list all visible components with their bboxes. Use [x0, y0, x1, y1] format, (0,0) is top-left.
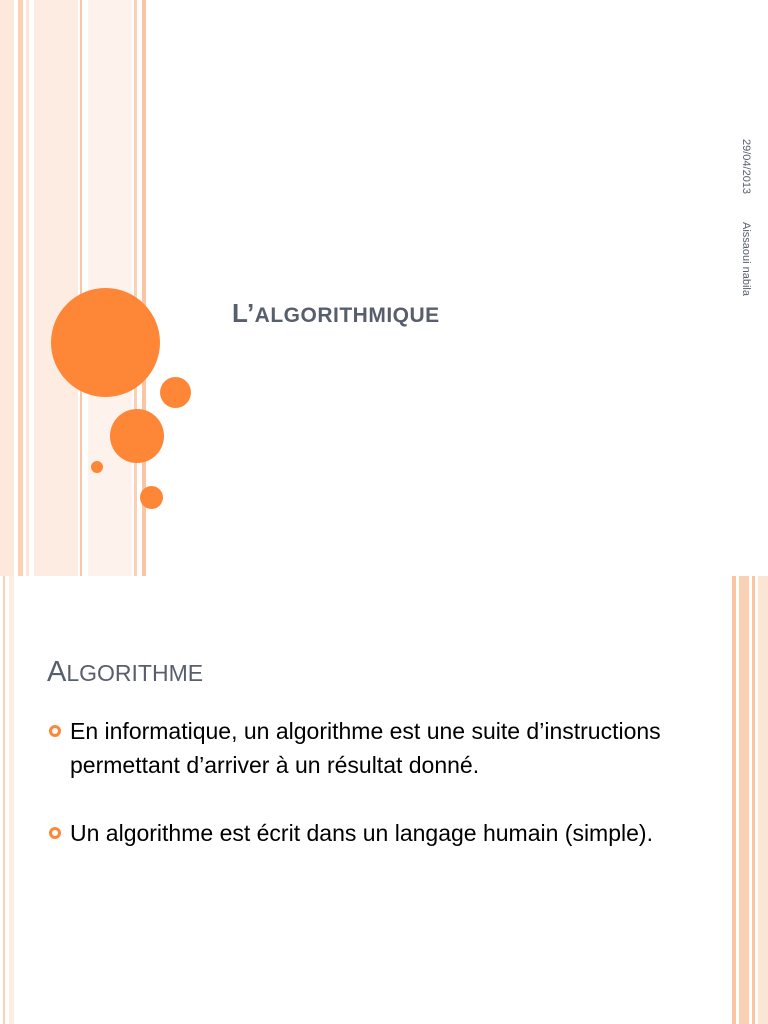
small-orange-circle	[160, 377, 191, 408]
orange-ring-bullet-icon	[49, 725, 61, 737]
bullet-text: Un algorithme est écrit dans un langage humain (simple).	[70, 820, 653, 846]
bullet-text: En informatique, un algorithme est une suite d’instructions permettant d’arriver à un résultat donné.	[70, 718, 661, 778]
slide-heading-rest: LGORITHME	[66, 660, 204, 686]
slide-date: 29/04/2013	[740, 139, 752, 195]
left-stripe-thin-2	[26, 0, 29, 576]
left-stripe-b	[9, 576, 14, 1024]
right-stripe-2	[739, 576, 749, 1024]
slide-heading-initial: A	[47, 656, 67, 688]
right-stripe-1	[732, 576, 736, 1024]
left-stripe-a	[3, 576, 5, 1024]
slide-title-rest: ALGORITHMIQUE	[254, 304, 440, 327]
slide-author: Aissaoui nabila	[740, 222, 752, 296]
slide-heading	[47, 656, 203, 689]
slide-title-initial: L’	[232, 298, 255, 328]
small-orange-circle-2	[140, 486, 163, 509]
right-stripe-3	[752, 576, 755, 1024]
left-stripe-line-1	[80, 0, 82, 576]
content-slide	[0, 576, 768, 1024]
medium-orange-circle	[110, 409, 164, 463]
bullet-list	[48, 714, 668, 884]
bullet-item	[48, 816, 668, 850]
right-stripe-4	[758, 576, 768, 1024]
tiny-orange-circle	[91, 461, 103, 473]
orange-ring-bullet-icon	[49, 827, 61, 839]
left-stripe-outer	[0, 0, 14, 576]
left-stripe-line-2	[134, 0, 137, 576]
bullet-item	[48, 714, 668, 782]
slide-title	[232, 298, 440, 329]
left-stripe-wide	[34, 0, 78, 576]
left-stripe-thin-1	[18, 0, 23, 576]
large-orange-circle	[51, 288, 160, 397]
